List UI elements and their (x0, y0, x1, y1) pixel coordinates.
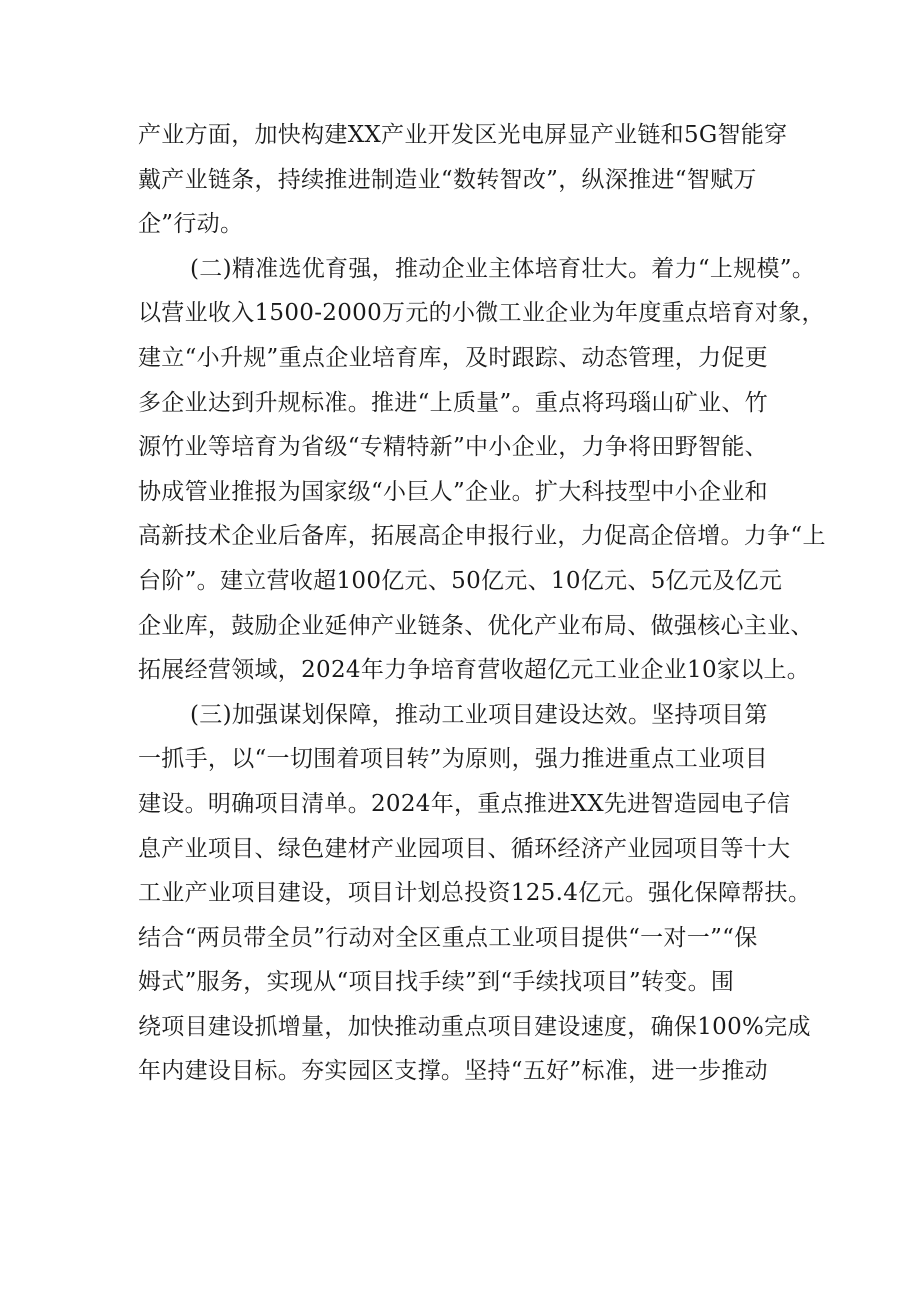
paragraph-first-line: (二)精准选优育强，推动企业主体培育壮大。着力“上规模”。 (190, 255, 816, 282)
text-line: 源竹业等培育为省级“专精特新”中小企业，力争将田野智能、 (138, 434, 768, 461)
text-line: 年内建设目标。夯实园区支撑。坚持“五好”标准，进一步推动 (138, 1058, 768, 1085)
text-line: 高新技术企业后备库，拓展高企申报行业，力促高企倍增。力争“上 (138, 523, 826, 550)
text-line: 多企业达到升规标准。推进“上质量”。重点将玛瑙山矿业、竹 (138, 389, 768, 416)
text-line: 建立“小升规”重点企业培育库，及时跟踪、动态管理，力促更 (138, 344, 768, 371)
text-line: 结合“两员带全员”行动对全区重点工业项目提供“一对一”“保 (138, 924, 758, 951)
text-line: 以营业收入1500-2000万元的小微工业企业为年度重点培育对象， (138, 300, 825, 327)
text-line: 建设。明确项目清单。2024年，重点推进XX先进智造园电子信 (138, 790, 791, 817)
document-body (138, 113, 826, 1094)
text-line: 一抓手，以“一切围着项目转”为原则，强力推进重点工业项目 (138, 746, 768, 773)
text-line: 工业产业项目建设，项目计划总投资125.4亿元。强化保障帮扶。 (138, 880, 812, 907)
text-line: 绕项目建设抓增量，加快推动重点项目建设速度，确保100%完成 (138, 1013, 811, 1040)
text-line: 戴产业链条，持续推进制造业“数转智改”，纵深推进“智赋万 (138, 166, 757, 193)
text-line: 拓展经营领域，2024年力争培育营收超亿元工业企业10家以上。 (138, 657, 811, 684)
text-line: 台阶”。建立营收超100亿元、50亿元、10亿元、5亿元及亿元 (138, 567, 783, 594)
text-line: 企业库，鼓励企业延伸产业链条、优化产业布局、做强核心主业、 (138, 612, 814, 639)
text-line: 姆式”服务，实现从“项目找手续”到“手续找项目”转变。围 (138, 969, 735, 996)
paragraph-first-line: (三)加强谋划保障，推动工业项目建设达效。坚持项目第 (190, 701, 768, 728)
text-line: 协成管业推报为国家级“小巨人”企业。扩大科技型中小企业和 (138, 478, 768, 505)
text-line: 息产业项目、绿色建材产业园项目、循环经济产业园项目等十大 (138, 835, 791, 862)
text-line: 企”行动。 (138, 211, 244, 238)
text-line: 产业方面，加快构建XX产业开发区光电屏显产业链和5G智能穿 (138, 122, 788, 148)
